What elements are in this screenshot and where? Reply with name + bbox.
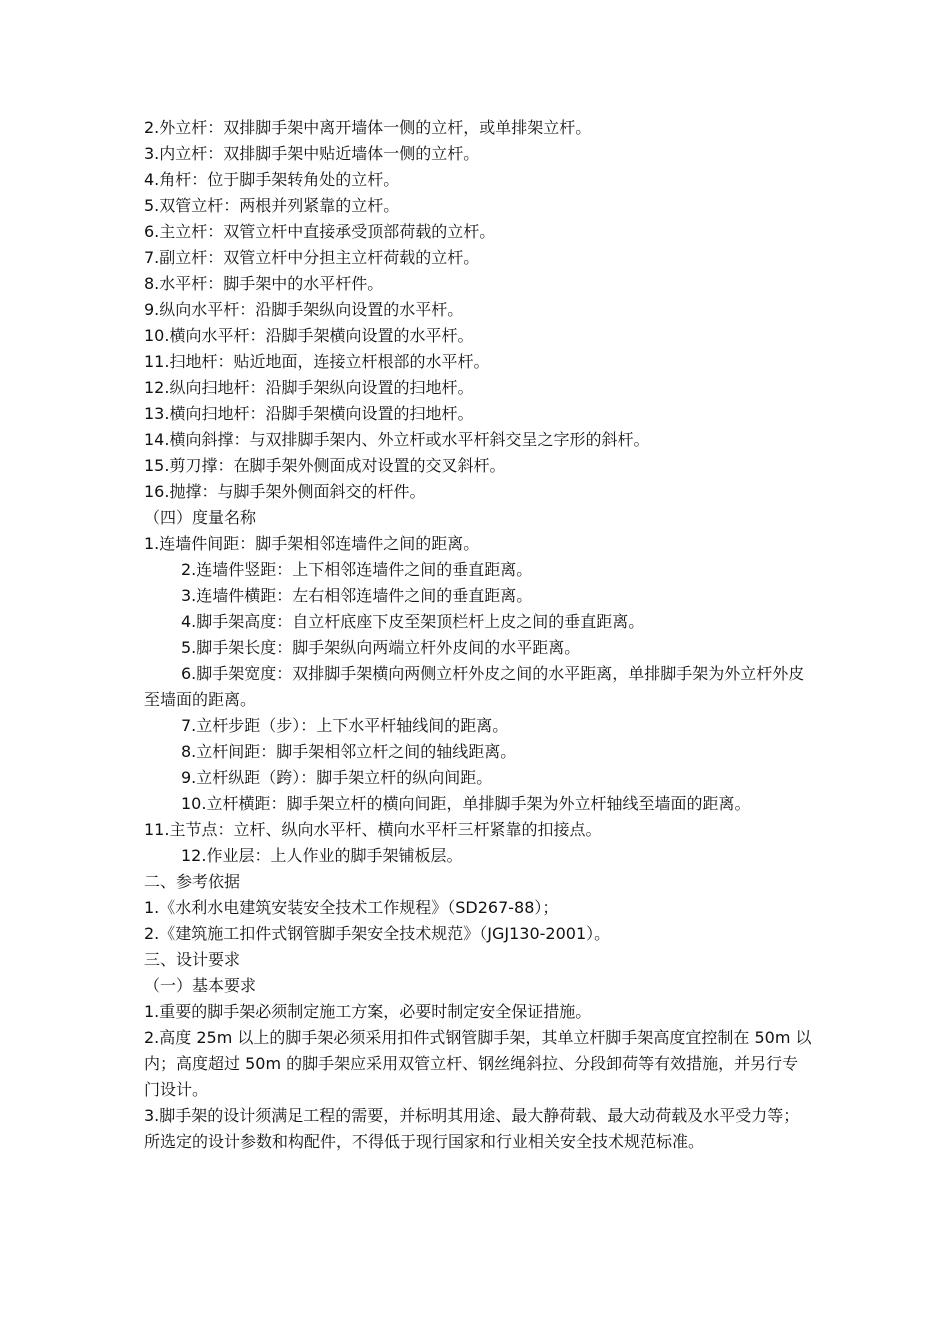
paragraph-line: 14.横向斜撑：与双排脚手架内、外立杆或水平杆斜交呈之字形的斜杆。 — [144, 430, 650, 449]
paragraph-line: 11.扫地杆：贴近地面，连接立杆根部的水平杆。 — [144, 352, 490, 371]
paragraph-line: 二、参考依据 — [144, 872, 241, 891]
paragraph-line: 11.主节点：立杆、纵向水平杆、横向水平杆三杆紧靠的扣接点。 — [144, 820, 602, 839]
paragraph-line: 10.立杆横距：脚手架立杆的横向间距，单排脚手架为外立杆轴线至墙面的距离。 — [181, 794, 751, 813]
paragraph-line: 12.纵向扫地杆：沿脚手架纵向设置的扫地杆。 — [144, 378, 474, 397]
paragraph-line: 6.主立杆：双管立杆中直接承受顶部荷载的立杆。 — [144, 222, 496, 241]
paragraph-line: （四）度量名称 — [144, 508, 257, 527]
paragraph-line: 1.重要的脚手架必须制定施工方案，必要时制定安全保证措施。 — [144, 1002, 592, 1021]
paragraph-line: 5.脚手架长度：脚手架纵向两端立杆外皮间的水平距离。 — [181, 638, 581, 657]
paragraph-line: 13.横向扫地杆：沿脚手架横向设置的扫地杆。 — [144, 404, 474, 423]
paragraph-line: 4.脚手架高度：自立杆底座下皮至架顶栏杆上皮之间的垂直距离。 — [181, 612, 645, 631]
paragraph-line: 7.副立杆：双管立杆中分担主立杆荷载的立杆。 — [144, 248, 480, 267]
paragraph-line: 1.连墙件间距：脚手架相邻连墙件之间的距离。 — [144, 534, 480, 553]
paragraph-line: 15.剪刀撑：在脚手架外侧面成对设置的交叉斜杆。 — [144, 456, 506, 475]
paragraph-line: 7.立杆步距（步）：上下水平杆轴线间的距离。 — [181, 716, 509, 735]
paragraph-line: （一）基本要求 — [144, 976, 257, 995]
paragraph-line: 5.双管立杆：两根并列紧靠的立杆。 — [144, 196, 400, 215]
document-body — [144, 115, 812, 1155]
paragraph-line: 9.纵向水平杆：沿脚手架纵向设置的水平杆。 — [144, 300, 464, 319]
paragraph-line: 12.作业层：上人作业的脚手架铺板层。 — [181, 846, 463, 865]
paragraph-line: 4.角杆：位于脚手架转角处的立杆。 — [144, 170, 400, 189]
paragraph-line: 2.外立杆：双排脚手架中离开墙体一侧的立杆，或单排架立杆。 — [144, 118, 592, 137]
paragraph-line: 10.横向水平杆：沿脚手架横向设置的水平杆。 — [144, 326, 474, 345]
paragraph-line: 9.立杆纵距（跨）：脚手架立杆的纵向间距。 — [181, 768, 493, 787]
paragraph-line: 2.《建筑施工扣件式钢管脚手架安全技术规范》（JGJ130-2001）。 — [144, 924, 611, 943]
paragraph-line: 3.连墙件横距：左右相邻连墙件之间的垂直距离。 — [181, 586, 533, 605]
paragraph-line: 1.《水利水电建筑安装安全技术工作规程》（SD267-88）； — [144, 898, 559, 917]
paragraph-line: 3.脚手架的设计须满足工程的需要，并标明其用途、最大静荷载、最大动荷载及水平受力等；所选定的设计参数和构配件，不得低于现行国家和行业相关安全技术规范标准。 — [144, 1106, 800, 1151]
paragraph-line: 三、设计要求 — [144, 950, 241, 969]
paragraph-line: 3.内立杆：双排脚手架中贴近墙体一侧的立杆。 — [144, 144, 480, 163]
paragraph-line: 2.高度 25m 以上的脚手架必须采用扣件式钢管脚手架，其单立杆脚手架高度宜控制在 50m 以内；高度超过 50m 的脚手架应采用双管立杆、钢丝绳斜拉、分段卸荷等有效措施，并另行专门设计。 — [144, 1028, 812, 1099]
paragraph-line: 8.水平杆：脚手架中的水平杆件。 — [144, 274, 384, 293]
paragraph-line: 6.脚手架宽度：双排脚手架横向两侧立杆外皮之间的水平距离，单排脚手架为外立杆外皮至墙面的距离。 — [144, 664, 805, 709]
paragraph-line: 2.连墙件竖距：上下相邻连墙件之间的垂直距离。 — [181, 560, 533, 579]
paragraph-line: 16.抛撑：与脚手架外侧面斜交的杆件。 — [144, 482, 426, 501]
paragraph-line: 8.立杆间距：脚手架相邻立杆之间的轴线距离。 — [181, 742, 517, 761]
